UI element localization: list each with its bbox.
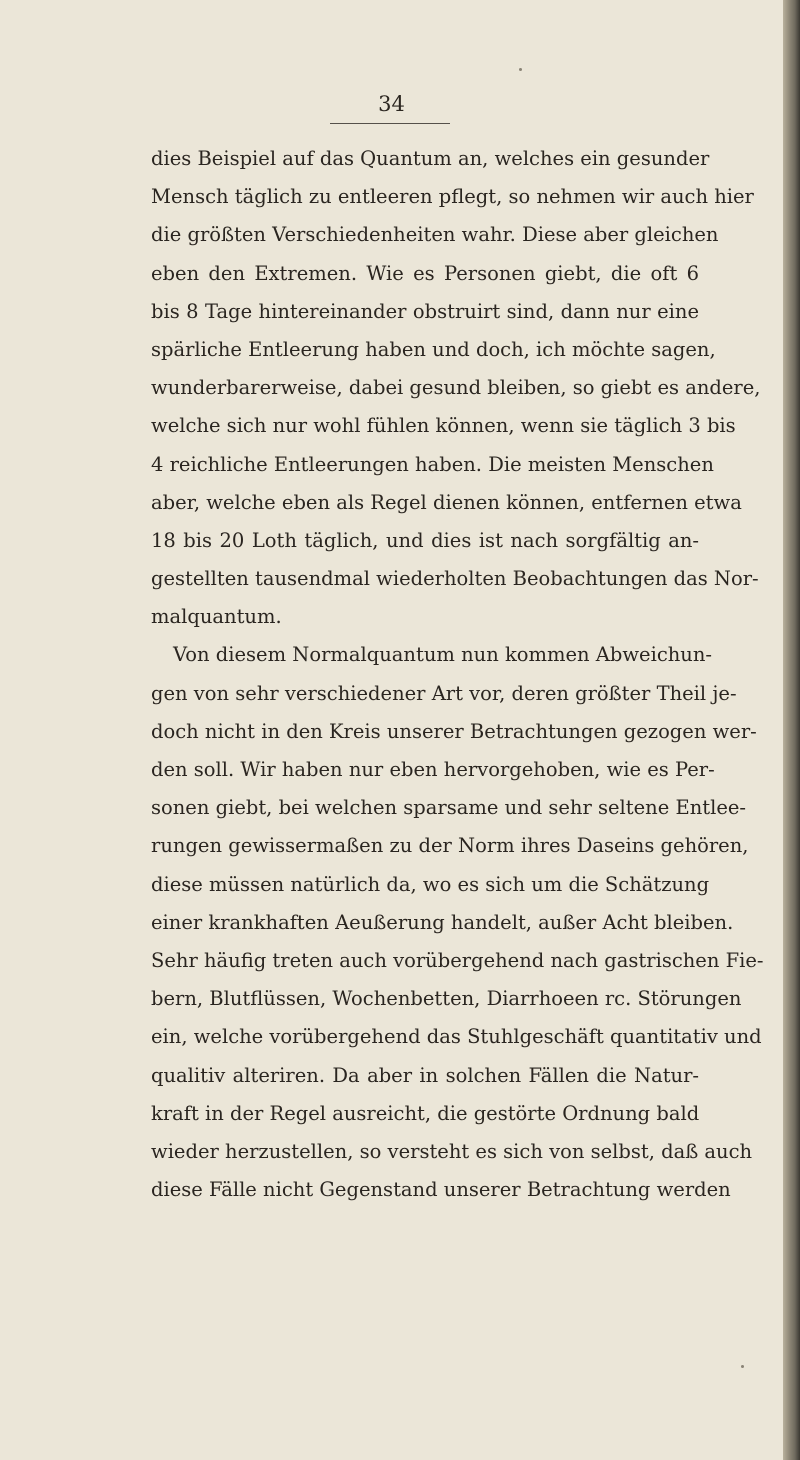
text-line: dies Beispiel auf das Quantum an, welches ein gesunder [151, 147, 710, 170]
text-line: gestellten tausendmal wiederholten Beobachtungen das Nor- [151, 567, 759, 591]
text-line: Mensch täglich zu entleeren pflegt, so nehmen wir auch hier [151, 185, 754, 209]
text-line: 18 bis 20 Loth täglich, und dies ist nach sorgfältig an- [151, 528, 699, 552]
text-line: kraft in der Regel ausreicht, die gestörte Ordnung bald [151, 1101, 700, 1125]
page-number: 34 [378, 92, 405, 116]
text-line: den soll. Wir haben nur eben hervorgehoben, wie es Per- [151, 758, 715, 781]
text-line: Von diesem Normalquantum nun kommen Abweichun- [173, 643, 713, 667]
body-text [151, 140, 764, 1209]
text-line: 4 reichliche Entleerungen haben. Die meisten Menschen [151, 452, 714, 476]
text-line: gen von sehr verschiedener Art vor, deren größter Theil je- [151, 681, 737, 705]
text-line: die größten Verschiedenheiten wahr. Diese aber gleichen [151, 223, 719, 247]
text-line: aber, welche eben als Regel dienen können, entfernen etwa [151, 490, 742, 514]
text-line: wieder herzustellen, so versteht es sich von selbst, daß auch [151, 1139, 753, 1163]
text-line: eben den Extremen. Wie es Personen giebt, die oft 6 [151, 261, 699, 285]
text-line: doch nicht in den Kreis unserer Betrachtungen gezogen wer- [151, 719, 757, 743]
text-line: wunderbarerweise, dabei gesund bleiben, so giebt es andere, [151, 376, 761, 400]
text-line: diese müssen natürlich da, wo es sich um die Schätzung [151, 872, 710, 896]
header-rule [330, 123, 450, 124]
paper-speck [741, 1365, 744, 1368]
binding-edge [783, 0, 800, 1460]
text-line: bern, Blutflüssen, Wochenbetten, Diarrhoeen rc. Störungen [151, 987, 742, 1011]
text-line: qualitiv alteriren. Da aber in solchen Fällen die Natur- [151, 1063, 699, 1087]
text-line: Sehr häufig treten auch vorübergehend nach gastrischen Fie- [151, 948, 764, 972]
text-line: ein, welche vorübergehend das Stuhlgeschäft quantitativ und [151, 1025, 762, 1049]
text-line: einer krankhaften Aeußerung handelt, außer Acht bleiben. [151, 910, 734, 934]
text-line: malquantum. [151, 605, 282, 629]
text-line: spärliche Entleerung haben und doch, ich möchte sagen, [151, 337, 716, 361]
text-line: welche sich nur wohl fühlen können, wenn sie täglich 3 bis [151, 414, 736, 438]
text-line: sonen giebt, bei welchen sparsame und sehr seltene Entlee- [151, 796, 746, 820]
paper-speck [519, 68, 522, 71]
text-line: rungen gewissermaßen zu der Norm ihres Daseins gehören, [151, 834, 749, 858]
text-line: bis 8 Tage hintereinander obstruirt sind, dann nur eine [151, 299, 699, 323]
text-line: diese Fälle nicht Gegenstand unserer Betrachtung werden [151, 1178, 731, 1202]
